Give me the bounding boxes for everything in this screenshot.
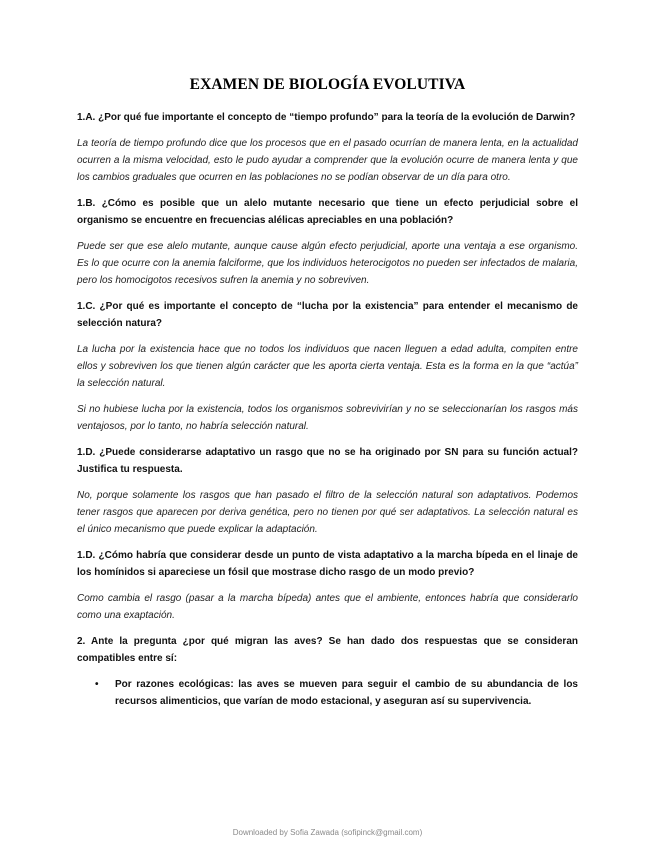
download-footer: Downloaded by Sofia Zawada (sofipinck@gmail.com) — [232, 828, 423, 837]
question-1d-bipedal: 1.D. ¿Cómo habría que considerar desde un punto de vista adaptativo a la marcha bípeda en el linaje de los homínidos si apareciese un fósil que mostrase dicho rasgo de un modo previo? — [77, 550, 578, 578]
section-1a — [77, 109, 578, 186]
question-1b: 1.B. ¿Cómo es posible que un alelo mutante necesario que tiene un efecto perjudicial sobre el organismo se encuentre en frecuencias alélicas apreciables en una población? — [77, 198, 578, 226]
section-2 — [77, 633, 578, 710]
bullet-text: Por razones ecológicas: las aves se mueven para seguir el cambio de su abundancia de los recursos alimenticios, que varían de modo estacional, y aseguran así su supervivencia. — [115, 679, 578, 707]
answer-1d-bipedal: Como cambia el rasgo (pasar a la marcha bípeda) antes que el ambiente, entonces habría que considerarlo como una exaptación. — [77, 593, 578, 621]
list-item — [77, 676, 578, 710]
question-1c: 1.C. ¿Por qué es importante el concepto de “lucha por la existencia” para entender el mecanismo de selección natura? — [77, 301, 578, 329]
question-1d-adaptive: 1.D. ¿Puede considerarse adaptativo un rasgo que no se ha originado por SN para su función actual? Justifica tu respuesta. — [77, 447, 578, 475]
page-title: EXAMEN DE BIOLOGÍA EVOLUTIVA — [189, 76, 466, 93]
bullet-icon: • — [95, 679, 99, 690]
answer-1c-paragraph-1: La lucha por la existencia hace que no todos los individuos que nacen lleguen a edad adulta, compiten entre ellos y sobreviven los que tienen algún carácter que les aporta cierta ventaja. Esta es la forma en la que “actúa” la selección natural. — [77, 344, 578, 389]
section-1d-adaptive — [77, 444, 578, 538]
question-2: 2. Ante la pregunta ¿por qué migran las aves? Se han dado dos respuestas que se consideran compatibles entre sí: — [77, 636, 578, 664]
answer-1d-adaptive: No, porque solamente los rasgos que han pasado el filtro de la selección natural son adaptativos. Podemos tener rasgos que aparecen por deriva genética, pero no tienen por qué ser adaptativos. La selección natural es el único mecanismo que puede explicar la adaptación. — [77, 490, 578, 535]
answer-1a: La teoría de tiempo profundo dice que los procesos que en el pasado ocurrían de manera lenta, en la actualidad ocurren a la misma velocidad, esto le pudo ayudar a comprender que la evolución ocurre de manera lenta y que los cambios graduales que ocurren en las poblaciones no se podían observar de un día para otro. — [77, 138, 578, 183]
section-1b — [77, 195, 578, 289]
answer-1b: Puede ser que ese alelo mutante, aunque cause algún efecto perjudicial, aporte una ventaja a ese organismo. Es lo que ocurre con la anemia falciforme, que los individuos heterocigotos no pueden ser infectados de malaria, pero los homocigotos recesivos sufren la anemia y no sobreviven. — [77, 241, 578, 286]
section-1c — [77, 298, 578, 435]
question-1a: 1.A. ¿Por qué fue importante el concepto de “tiempo profundo” para la teoría de la evolución de Darwin? — [77, 112, 576, 123]
bullet-list — [77, 676, 578, 710]
section-1d-bipedal — [77, 547, 578, 624]
answer-1c-paragraph-2: Si no hubiese lucha por la existencia, todos los organismos sobrevivirían y no se seleccionarían los rasgos más ventajosos, por lo tanto, no habría selección natural. — [77, 404, 578, 432]
